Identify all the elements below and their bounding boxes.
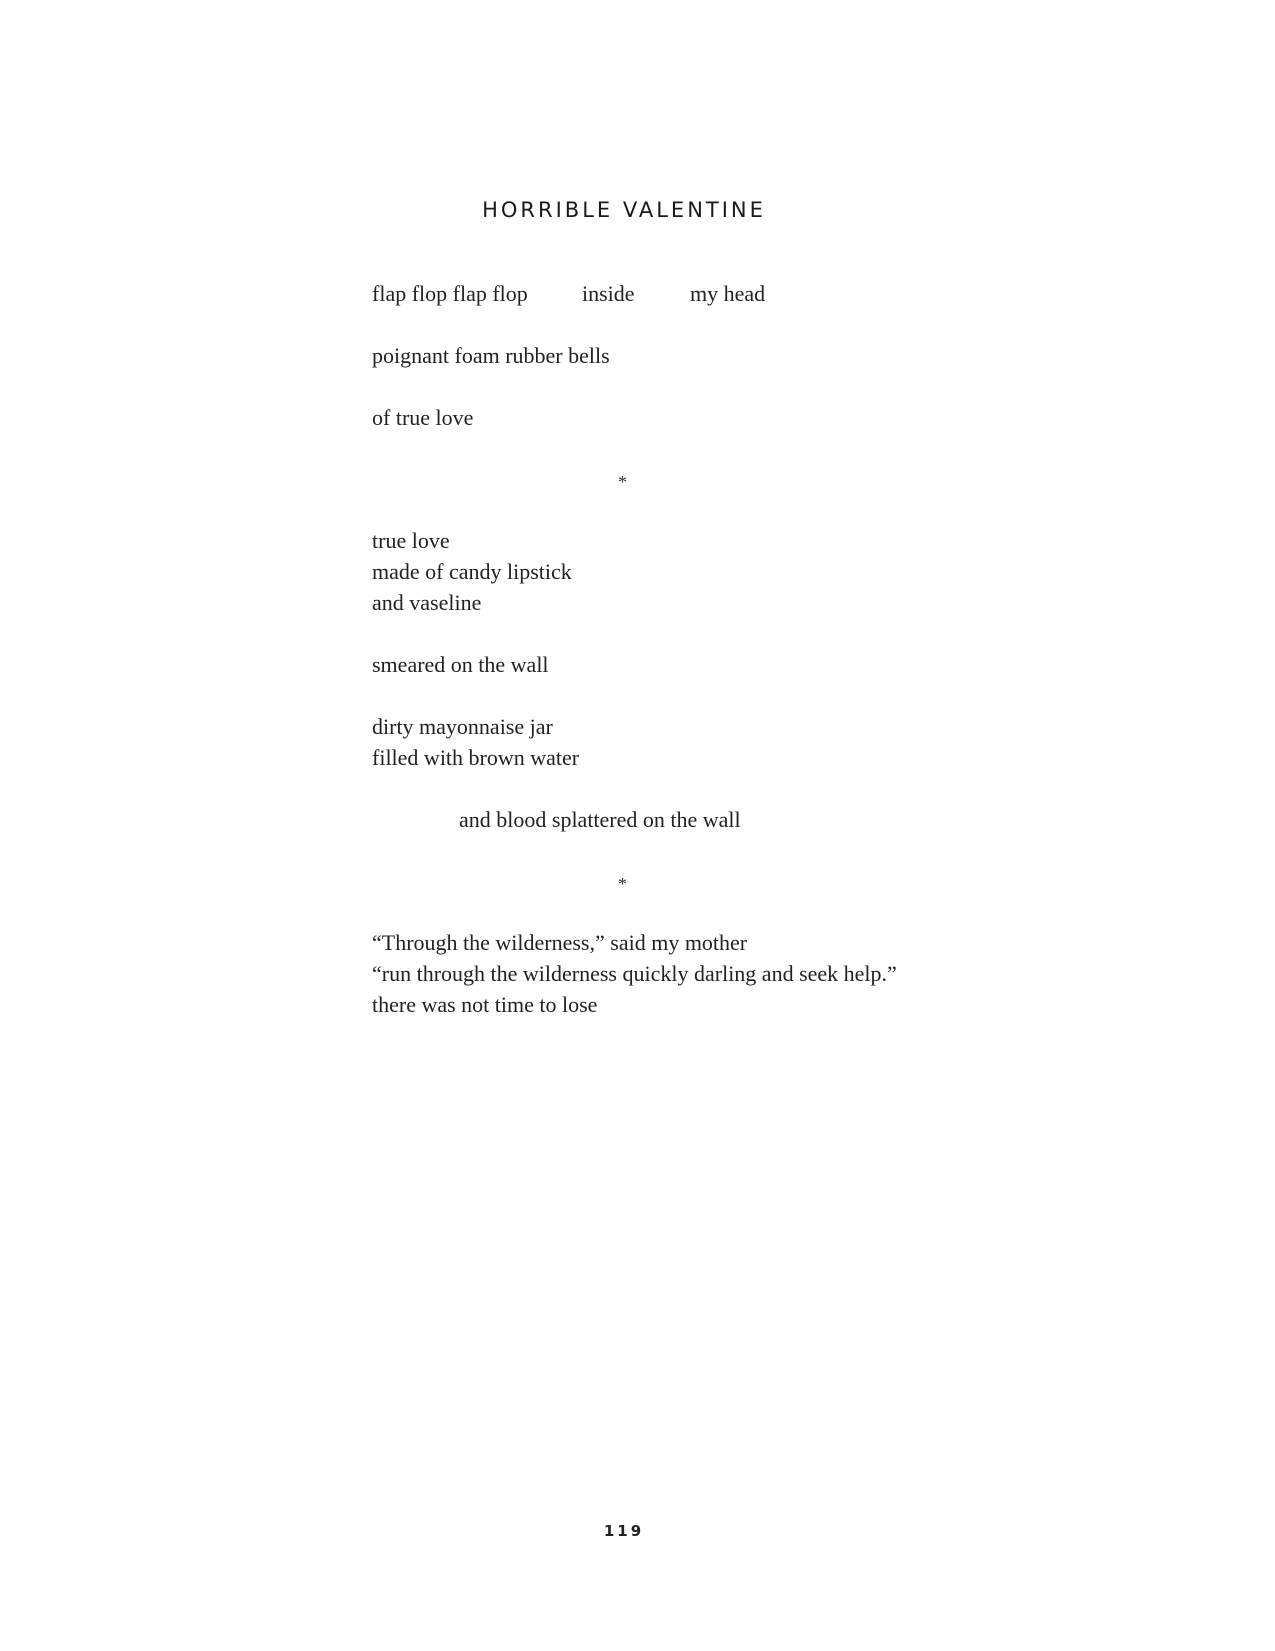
stanza-5-line-3: there was not time to lose bbox=[372, 992, 598, 1017]
stanza-2-line-3: and vaseline bbox=[372, 590, 482, 615]
poem-line-1-part-2: inside bbox=[582, 281, 635, 306]
stanza-2-line-2: made of candy lipstick bbox=[372, 559, 572, 584]
stanza-5-line-1: “Through the wilderness,” said my mother bbox=[372, 930, 748, 955]
section-separator-2: * bbox=[618, 874, 627, 894]
stanza-5-line-2: “run through the wilderness quickly darling and seek help.” bbox=[372, 961, 897, 986]
indented-line: and blood splattered on the wall bbox=[459, 807, 741, 832]
poem-line-3: of true love bbox=[372, 405, 474, 430]
poem-line-2: poignant foam rubber bells bbox=[372, 343, 610, 368]
stanza-3-line-1: smeared on the wall bbox=[372, 652, 549, 677]
page-number: 119 bbox=[603, 1522, 645, 1540]
poem-line-1 bbox=[372, 279, 972, 309]
section-separator-1: * bbox=[618, 472, 627, 492]
poem-title: HORRIBLE VALENTINE bbox=[482, 198, 766, 222]
stanza-4-line-1: dirty mayonnaise jar bbox=[372, 714, 553, 739]
poem-line-1-part-3: my head bbox=[690, 281, 766, 306]
stanza-2-line-1: true love bbox=[372, 528, 450, 553]
stanza-4-line-2: filled with brown water bbox=[372, 745, 580, 770]
poem-line-1-part-1: flap flop flap flop bbox=[372, 281, 528, 306]
